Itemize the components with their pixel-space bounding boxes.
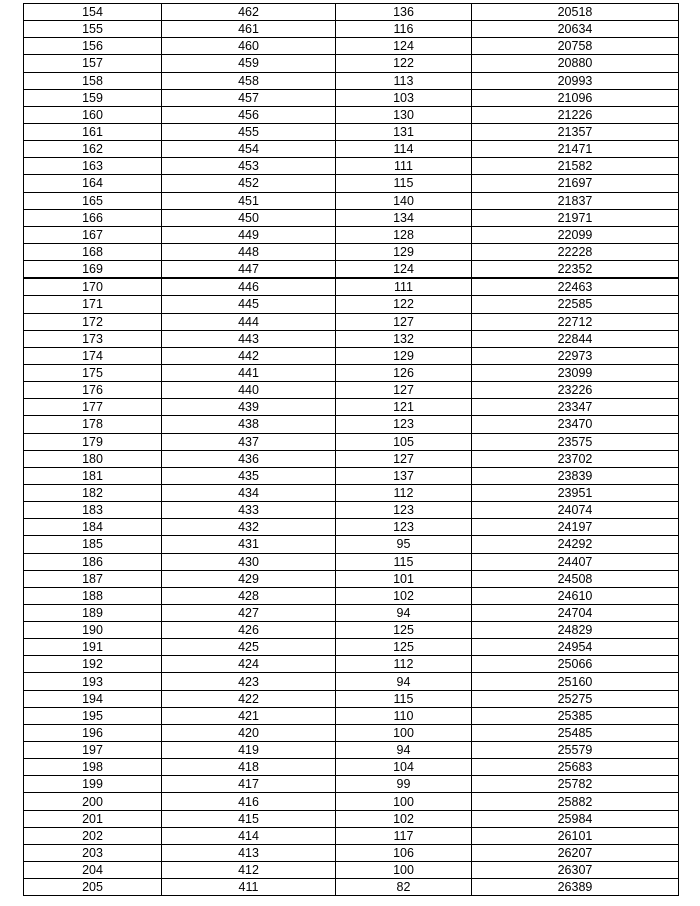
- score-cell: 449: [162, 226, 336, 243]
- table-row: [24, 536, 679, 553]
- cumulative-cell: 23347: [472, 399, 679, 416]
- count-cell: 137: [336, 467, 472, 484]
- rank-cell: 182: [24, 484, 162, 501]
- table-row: [24, 243, 679, 260]
- score-cell: 424: [162, 656, 336, 673]
- score-cell: 427: [162, 604, 336, 621]
- score-cell: 446: [162, 278, 336, 296]
- cumulative-cell: 24292: [472, 536, 679, 553]
- count-cell: 127: [336, 450, 472, 467]
- rank-cell: 160: [24, 106, 162, 123]
- score-cell: 440: [162, 382, 336, 399]
- table-row: [24, 844, 679, 861]
- cumulative-cell: 21357: [472, 123, 679, 140]
- count-cell: 129: [336, 243, 472, 260]
- count-cell: 100: [336, 724, 472, 741]
- rank-cell: 176: [24, 382, 162, 399]
- score-cell: 454: [162, 141, 336, 158]
- table-row: [24, 209, 679, 226]
- count-cell: 131: [336, 123, 472, 140]
- score-cell: 433: [162, 502, 336, 519]
- cumulative-cell: 23839: [472, 467, 679, 484]
- count-cell: 112: [336, 656, 472, 673]
- score-cell: 448: [162, 243, 336, 260]
- score-cell: 413: [162, 844, 336, 861]
- count-cell: 126: [336, 364, 472, 381]
- score-cell: 432: [162, 519, 336, 536]
- rank-cell: 198: [24, 759, 162, 776]
- table-row: [24, 4, 679, 21]
- score-cell: 414: [162, 827, 336, 844]
- rank-cell: 187: [24, 570, 162, 587]
- cumulative-cell: 26389: [472, 879, 679, 896]
- table-row: [24, 416, 679, 433]
- rank-cell: 156: [24, 38, 162, 55]
- table-row: [24, 89, 679, 106]
- rank-cell: 185: [24, 536, 162, 553]
- cumulative-cell: 25882: [472, 793, 679, 810]
- table-row: [24, 810, 679, 827]
- count-cell: 124: [336, 261, 472, 279]
- cumulative-cell: 20880: [472, 55, 679, 72]
- rank-cell: 189: [24, 604, 162, 621]
- count-cell: 123: [336, 502, 472, 519]
- table-row: [24, 656, 679, 673]
- cumulative-cell: 22352: [472, 261, 679, 279]
- cumulative-cell: 22099: [472, 226, 679, 243]
- table-row: [24, 296, 679, 313]
- rank-cell: 191: [24, 639, 162, 656]
- rank-cell: 194: [24, 690, 162, 707]
- score-cell: 444: [162, 313, 336, 330]
- rank-cell: 159: [24, 89, 162, 106]
- table-row: [24, 55, 679, 72]
- rank-cell: 203: [24, 844, 162, 861]
- score-cell: 447: [162, 261, 336, 279]
- cumulative-cell: 20758: [472, 38, 679, 55]
- score-cell: 426: [162, 622, 336, 639]
- cumulative-cell: 21582: [472, 158, 679, 175]
- count-cell: 129: [336, 347, 472, 364]
- cumulative-cell: 21226: [472, 106, 679, 123]
- cumulative-cell: 21471: [472, 141, 679, 158]
- rank-cell: 190: [24, 622, 162, 639]
- table-row: [24, 226, 679, 243]
- count-cell: 130: [336, 106, 472, 123]
- score-cell: 442: [162, 347, 336, 364]
- score-cell: 421: [162, 707, 336, 724]
- data-table-container: [23, 3, 678, 896]
- count-cell: 103: [336, 89, 472, 106]
- table-row: [24, 553, 679, 570]
- rank-cell: 200: [24, 793, 162, 810]
- rank-cell: 181: [24, 467, 162, 484]
- score-cell: 411: [162, 879, 336, 896]
- cumulative-cell: 24197: [472, 519, 679, 536]
- rank-cell: 188: [24, 587, 162, 604]
- cumulative-cell: 25683: [472, 759, 679, 776]
- count-cell: 114: [336, 141, 472, 158]
- rank-cell: 169: [24, 261, 162, 279]
- score-cell: 436: [162, 450, 336, 467]
- rank-cell: 177: [24, 399, 162, 416]
- cumulative-cell: 24610: [472, 587, 679, 604]
- score-cell: 443: [162, 330, 336, 347]
- rank-cell: 171: [24, 296, 162, 313]
- rank-cell: 170: [24, 278, 162, 296]
- score-cell: 461: [162, 21, 336, 38]
- score-cell: 455: [162, 123, 336, 140]
- count-cell: 113: [336, 72, 472, 89]
- table-row: [24, 450, 679, 467]
- rank-cell: 196: [24, 724, 162, 741]
- count-cell: 127: [336, 382, 472, 399]
- count-cell: 117: [336, 827, 472, 844]
- rank-cell: 155: [24, 21, 162, 38]
- cumulative-cell: 23575: [472, 433, 679, 450]
- rank-cell: 162: [24, 141, 162, 158]
- count-cell: 115: [336, 553, 472, 570]
- cumulative-cell: 20993: [472, 72, 679, 89]
- score-cell: 460: [162, 38, 336, 55]
- rank-cell: 174: [24, 347, 162, 364]
- rank-cell: 193: [24, 673, 162, 690]
- table-row: [24, 433, 679, 450]
- cumulative-cell: 22228: [472, 243, 679, 260]
- table-row: [24, 278, 679, 296]
- count-cell: 111: [336, 278, 472, 296]
- table-row: [24, 141, 679, 158]
- rank-cell: 179: [24, 433, 162, 450]
- count-cell: 125: [336, 622, 472, 639]
- table-row: [24, 724, 679, 741]
- cumulative-cell: 26101: [472, 827, 679, 844]
- score-cell: 445: [162, 296, 336, 313]
- cumulative-cell: 22712: [472, 313, 679, 330]
- cumulative-cell: 23099: [472, 364, 679, 381]
- count-cell: 134: [336, 209, 472, 226]
- count-cell: 104: [336, 759, 472, 776]
- rank-cell: 167: [24, 226, 162, 243]
- table-row: [24, 707, 679, 724]
- rank-cell: 202: [24, 827, 162, 844]
- table-row: [24, 467, 679, 484]
- cumulative-cell: 24829: [472, 622, 679, 639]
- count-cell: 116: [336, 21, 472, 38]
- cumulative-cell: 25485: [472, 724, 679, 741]
- count-cell: 128: [336, 226, 472, 243]
- rank-cell: 172: [24, 313, 162, 330]
- rank-cell: 154: [24, 4, 162, 21]
- rank-cell: 184: [24, 519, 162, 536]
- score-cell: 419: [162, 742, 336, 759]
- table-row: [24, 776, 679, 793]
- count-cell: 110: [336, 707, 472, 724]
- score-cell: 457: [162, 89, 336, 106]
- count-cell: 140: [336, 192, 472, 209]
- table-row: [24, 759, 679, 776]
- cumulative-cell: 23226: [472, 382, 679, 399]
- rank-cell: 197: [24, 742, 162, 759]
- table-row: [24, 347, 679, 364]
- cumulative-cell: 24074: [472, 502, 679, 519]
- table-row: [24, 502, 679, 519]
- table-row: [24, 587, 679, 604]
- table-row: [24, 313, 679, 330]
- table-row: [24, 21, 679, 38]
- cumulative-cell: 24954: [472, 639, 679, 656]
- score-cell: 430: [162, 553, 336, 570]
- rank-cell: 180: [24, 450, 162, 467]
- score-cell: 425: [162, 639, 336, 656]
- score-cell: 412: [162, 862, 336, 879]
- count-cell: 121: [336, 399, 472, 416]
- cumulative-cell: 25160: [472, 673, 679, 690]
- table-row: [24, 742, 679, 759]
- count-cell: 125: [336, 639, 472, 656]
- table-row: [24, 673, 679, 690]
- count-cell: 82: [336, 879, 472, 896]
- count-cell: 115: [336, 690, 472, 707]
- count-cell: 99: [336, 776, 472, 793]
- score-cell: 435: [162, 467, 336, 484]
- rank-cell: 157: [24, 55, 162, 72]
- table-row: [24, 261, 679, 279]
- rank-cell: 204: [24, 862, 162, 879]
- count-cell: 100: [336, 793, 472, 810]
- table-row: [24, 570, 679, 587]
- table-body: [24, 4, 679, 896]
- count-cell: 94: [336, 673, 472, 690]
- score-cell: 462: [162, 4, 336, 21]
- count-cell: 106: [336, 844, 472, 861]
- cumulative-cell: 23702: [472, 450, 679, 467]
- cumulative-cell: 20634: [472, 21, 679, 38]
- cumulative-cell: 21096: [472, 89, 679, 106]
- score-cell: 422: [162, 690, 336, 707]
- score-cell: 453: [162, 158, 336, 175]
- rank-cell: 199: [24, 776, 162, 793]
- cumulative-cell: 22463: [472, 278, 679, 296]
- count-cell: 123: [336, 519, 472, 536]
- score-cell: 439: [162, 399, 336, 416]
- count-cell: 111: [336, 158, 472, 175]
- rank-cell: 175: [24, 364, 162, 381]
- count-cell: 101: [336, 570, 472, 587]
- cumulative-cell: 24704: [472, 604, 679, 621]
- score-cell: 450: [162, 209, 336, 226]
- table-row: [24, 827, 679, 844]
- score-cell: 451: [162, 192, 336, 209]
- score-cell: 459: [162, 55, 336, 72]
- count-cell: 102: [336, 810, 472, 827]
- count-cell: 105: [336, 433, 472, 450]
- count-cell: 127: [336, 313, 472, 330]
- score-cell: 423: [162, 673, 336, 690]
- count-cell: 123: [336, 416, 472, 433]
- table-row: [24, 106, 679, 123]
- cumulative-cell: 22973: [472, 347, 679, 364]
- cumulative-cell: 26207: [472, 844, 679, 861]
- score-cell: 452: [162, 175, 336, 192]
- cumulative-cell: 22844: [472, 330, 679, 347]
- count-cell: 94: [336, 742, 472, 759]
- score-cell: 428: [162, 587, 336, 604]
- table-row: [24, 175, 679, 192]
- rank-cell: 163: [24, 158, 162, 175]
- rank-cell: 201: [24, 810, 162, 827]
- score-cell: 431: [162, 536, 336, 553]
- rank-cell: 173: [24, 330, 162, 347]
- table-row: [24, 604, 679, 621]
- cumulative-cell: 25385: [472, 707, 679, 724]
- count-cell: 95: [336, 536, 472, 553]
- score-cell: 416: [162, 793, 336, 810]
- table-row: [24, 72, 679, 89]
- cumulative-cell: 21971: [472, 209, 679, 226]
- cumulative-cell: 20518: [472, 4, 679, 21]
- cumulative-cell: 22585: [472, 296, 679, 313]
- table-row: [24, 879, 679, 896]
- rank-cell: 178: [24, 416, 162, 433]
- cumulative-cell: 24508: [472, 570, 679, 587]
- rank-cell: 164: [24, 175, 162, 192]
- rank-cell: 165: [24, 192, 162, 209]
- score-cell: 456: [162, 106, 336, 123]
- table-row: [24, 862, 679, 879]
- score-cell: 438: [162, 416, 336, 433]
- count-cell: 122: [336, 55, 472, 72]
- rank-cell: 158: [24, 72, 162, 89]
- table-row: [24, 690, 679, 707]
- cumulative-cell: 21837: [472, 192, 679, 209]
- cumulative-cell: 25984: [472, 810, 679, 827]
- count-cell: 100: [336, 862, 472, 879]
- count-cell: 115: [336, 175, 472, 192]
- score-cell: 458: [162, 72, 336, 89]
- count-cell: 124: [336, 38, 472, 55]
- table-row: [24, 382, 679, 399]
- rank-cell: 161: [24, 123, 162, 140]
- rank-cell: 186: [24, 553, 162, 570]
- count-cell: 136: [336, 4, 472, 21]
- cumulative-cell: 21697: [472, 175, 679, 192]
- score-cell: 418: [162, 759, 336, 776]
- table-row: [24, 38, 679, 55]
- rank-cell: 205: [24, 879, 162, 896]
- rank-cell: 183: [24, 502, 162, 519]
- table-row: [24, 158, 679, 175]
- table-row: [24, 399, 679, 416]
- score-cell: 420: [162, 724, 336, 741]
- table-row: [24, 519, 679, 536]
- score-cell: 415: [162, 810, 336, 827]
- table-row: [24, 364, 679, 381]
- cumulative-cell: 25275: [472, 690, 679, 707]
- cumulative-cell: 24407: [472, 553, 679, 570]
- table-row: [24, 639, 679, 656]
- table-row: [24, 123, 679, 140]
- rank-cell: 195: [24, 707, 162, 724]
- table-row: [24, 793, 679, 810]
- rank-cell: 168: [24, 243, 162, 260]
- data-table: [23, 3, 679, 896]
- count-cell: 122: [336, 296, 472, 313]
- rank-cell: 166: [24, 209, 162, 226]
- cumulative-cell: 25066: [472, 656, 679, 673]
- rank-cell: 192: [24, 656, 162, 673]
- count-cell: 132: [336, 330, 472, 347]
- table-row: [24, 330, 679, 347]
- count-cell: 102: [336, 587, 472, 604]
- count-cell: 112: [336, 484, 472, 501]
- table-row: [24, 192, 679, 209]
- score-cell: 437: [162, 433, 336, 450]
- table-row: [24, 484, 679, 501]
- score-cell: 441: [162, 364, 336, 381]
- cumulative-cell: 25782: [472, 776, 679, 793]
- cumulative-cell: 23470: [472, 416, 679, 433]
- table-row: [24, 622, 679, 639]
- cumulative-cell: 26307: [472, 862, 679, 879]
- score-cell: 429: [162, 570, 336, 587]
- score-cell: 434: [162, 484, 336, 501]
- cumulative-cell: 23951: [472, 484, 679, 501]
- count-cell: 94: [336, 604, 472, 621]
- score-cell: 417: [162, 776, 336, 793]
- cumulative-cell: 25579: [472, 742, 679, 759]
